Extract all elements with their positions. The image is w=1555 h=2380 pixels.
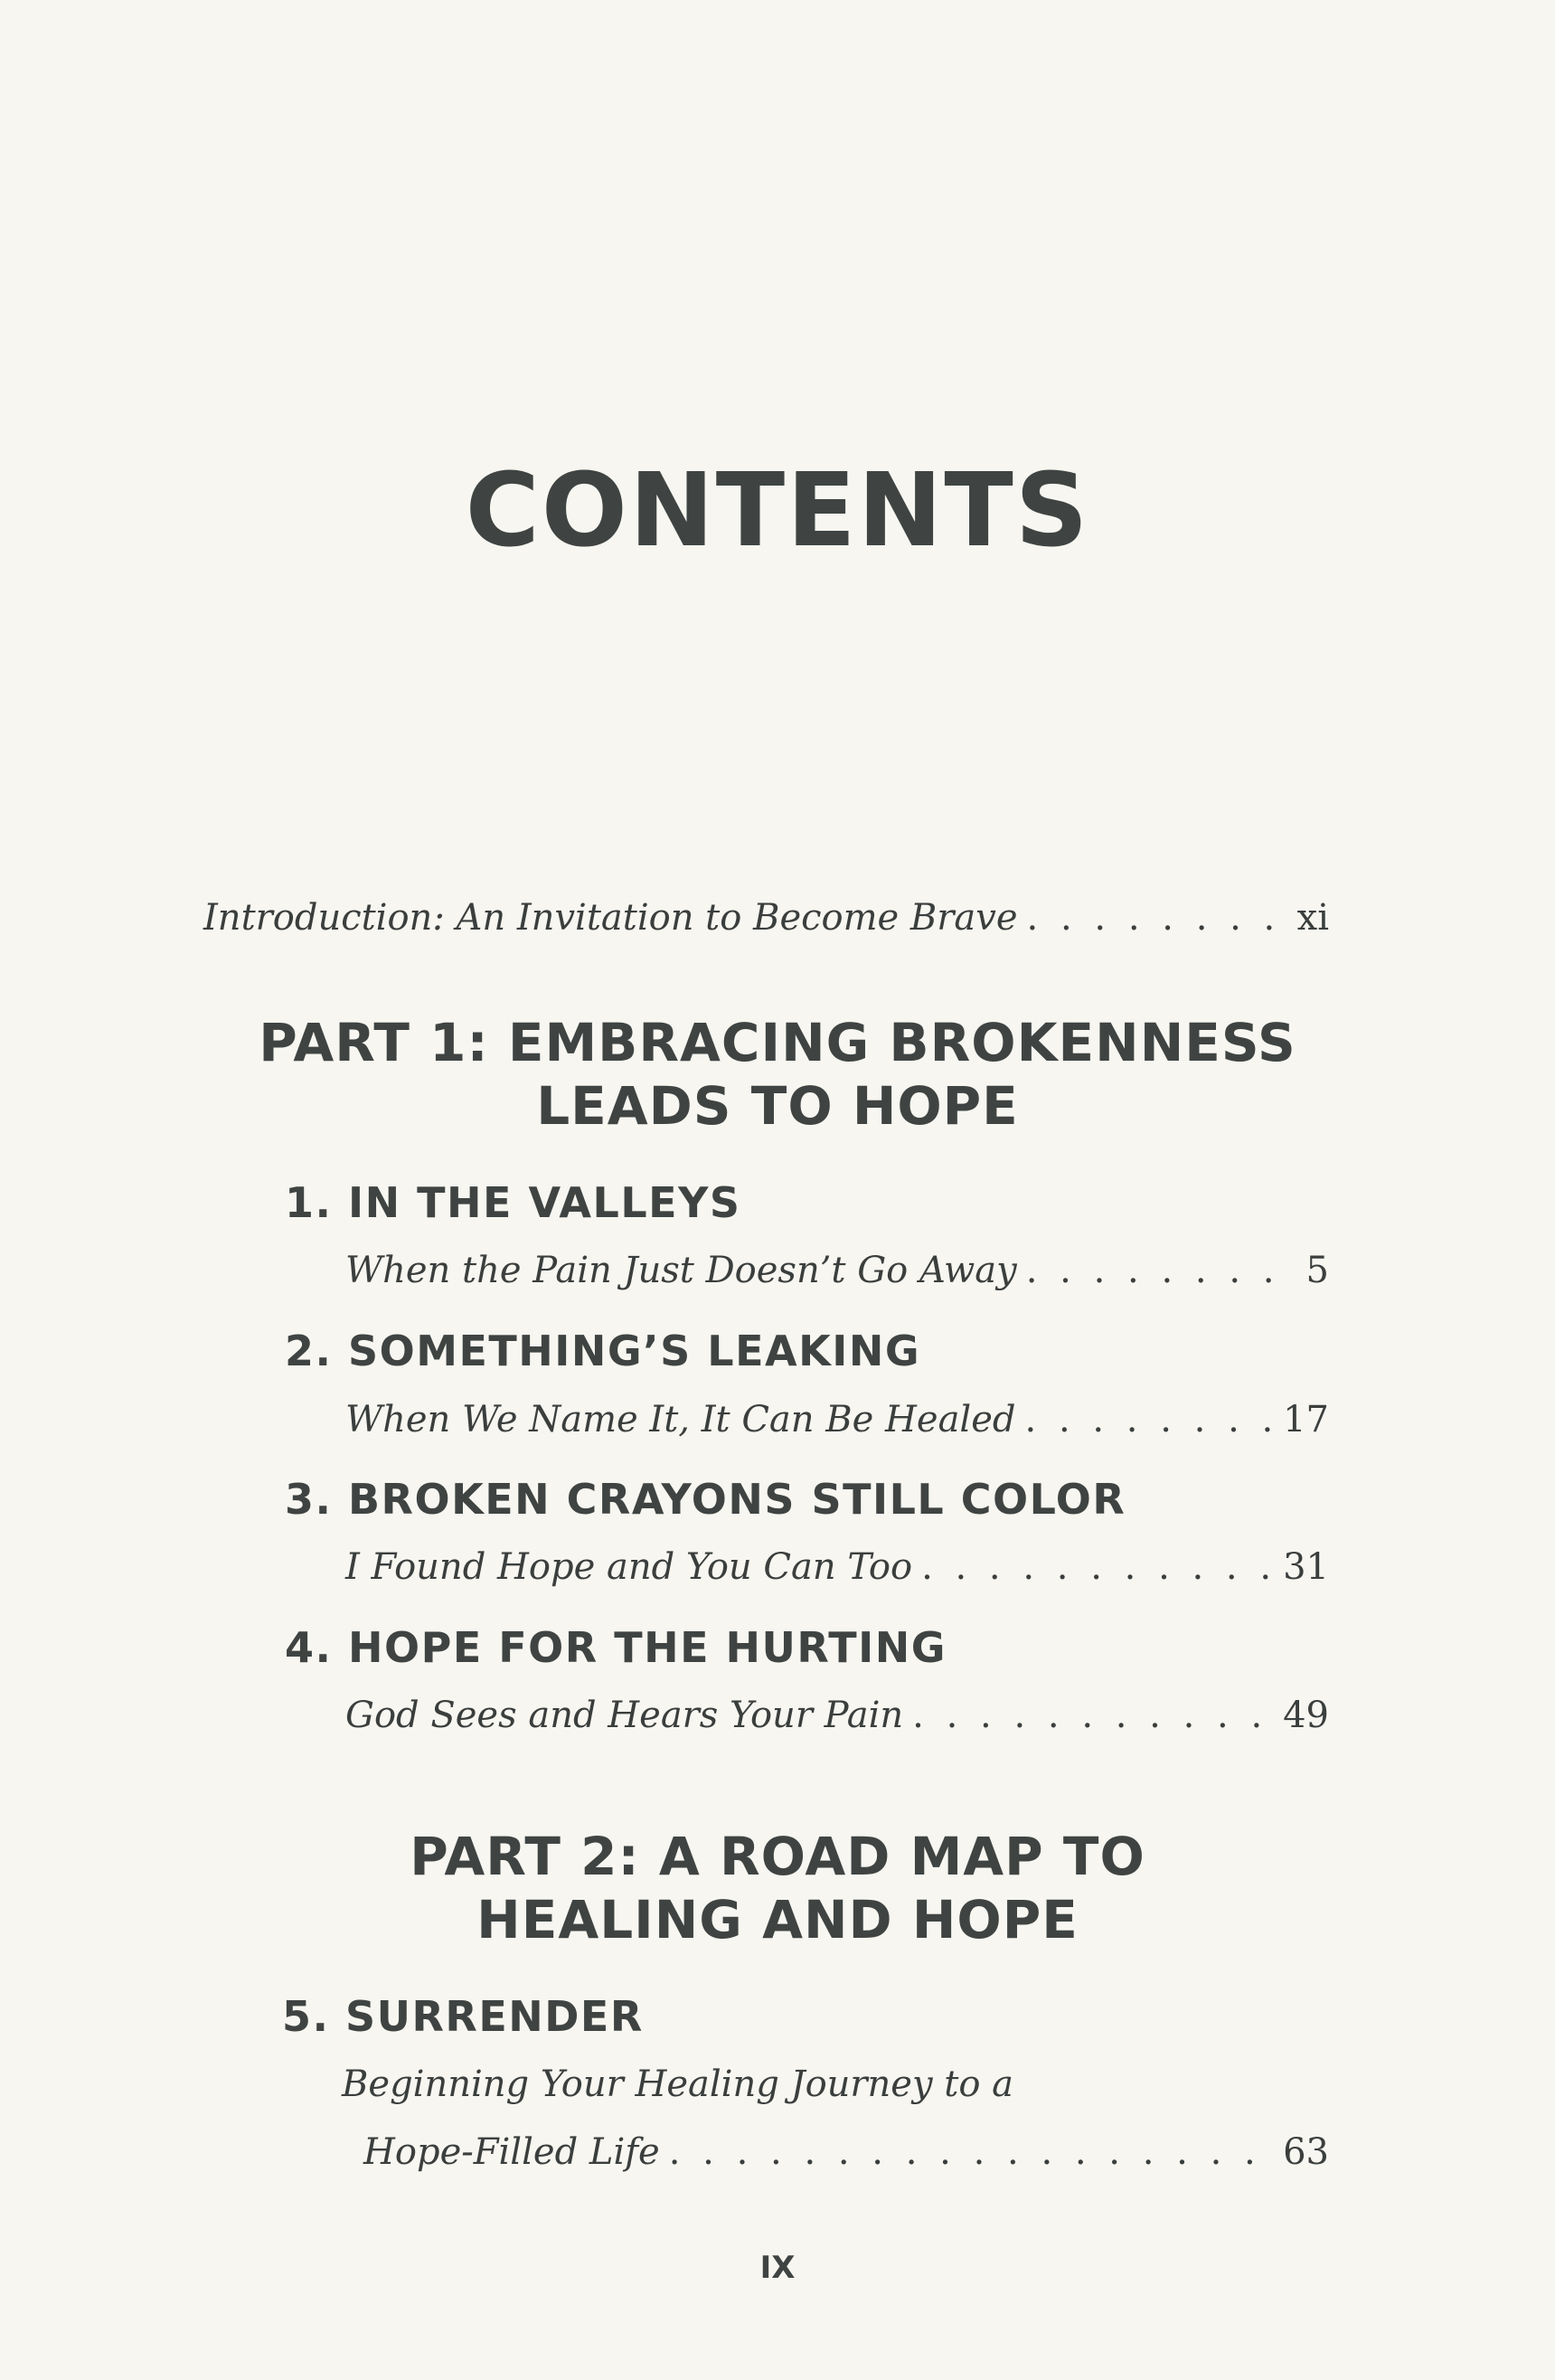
part-1-title-line-2: LEADS TO HOPE — [536, 1075, 1019, 1137]
toc-entry-chapter-3 — [345, 1544, 1329, 1590]
part-2-title — [0, 1825, 1555, 1951]
dot-leader — [1025, 1397, 1275, 1442]
part-1-title-line-1: PART 1: EMBRACING BROKENNESS — [259, 1012, 1296, 1073]
toc-entry-introduction — [203, 895, 1329, 940]
chapter-4-subtitle: God Sees and Hears Your Pain — [345, 1695, 904, 1736]
dot-leader — [1026, 1248, 1297, 1293]
chapter-4-title: 4. HOPE FOR THE HURTING — [285, 1623, 947, 1672]
chapter-5-subtitle-line-1: Beginning Your Healing Journey to a — [342, 2064, 1014, 2105]
introduction-title: Introduction: An Invitation to Become Brave — [203, 897, 1018, 939]
chapter-1-page-number: 5 — [1305, 1250, 1329, 1291]
chapter-3-subtitle: I Found Hope and You Can Too — [345, 1546, 913, 1588]
chapter-3-title: 3. BROKEN CRAYONS STILL COLOR — [285, 1475, 1126, 1524]
dot-leader — [669, 2130, 1274, 2175]
part-2-title-line-2: HEALING AND HOPE — [476, 1889, 1079, 1950]
dot-leader — [1027, 895, 1288, 940]
chapter-4-page-number: 49 — [1283, 1695, 1329, 1736]
dot-leader — [912, 1693, 1274, 1738]
chapter-3-page-number: 31 — [1283, 1546, 1329, 1588]
dot-leader — [921, 1544, 1274, 1590]
chapter-2-page-number: 17 — [1283, 1399, 1329, 1440]
chapter-2-subtitle: When We Name It, It Can Be Healed — [345, 1399, 1016, 1440]
chapter-1-title: 1. IN THE VALLEYS — [285, 1178, 741, 1227]
introduction-page-number: xi — [1296, 897, 1329, 939]
contents-title: CONTENTS — [465, 452, 1090, 570]
chapter-5-page-number: 63 — [1283, 2131, 1329, 2173]
toc-entry-chapter-2 — [345, 1397, 1329, 1442]
chapter-5-title: 5. SURRENDER — [282, 1992, 644, 2041]
toc-entry-chapter-4 — [345, 1693, 1329, 1738]
chapter-5-subtitle-line-2: Hope-Filled Life — [363, 2131, 660, 2173]
toc-entry-chapter-5 — [363, 2130, 1329, 2175]
chapter-2-title: 2. SOMETHING’S LEAKING — [285, 1327, 921, 1375]
part-2-title-line-1: PART 2: A ROAD MAP TO — [410, 1826, 1145, 1887]
chapter-1-subtitle: When the Pain Just Doesn’t Go Away — [345, 1250, 1017, 1291]
toc-entry-chapter-1 — [345, 1248, 1329, 1293]
part-1-title — [0, 1011, 1555, 1138]
page-folio: IX — [759, 2250, 796, 2286]
